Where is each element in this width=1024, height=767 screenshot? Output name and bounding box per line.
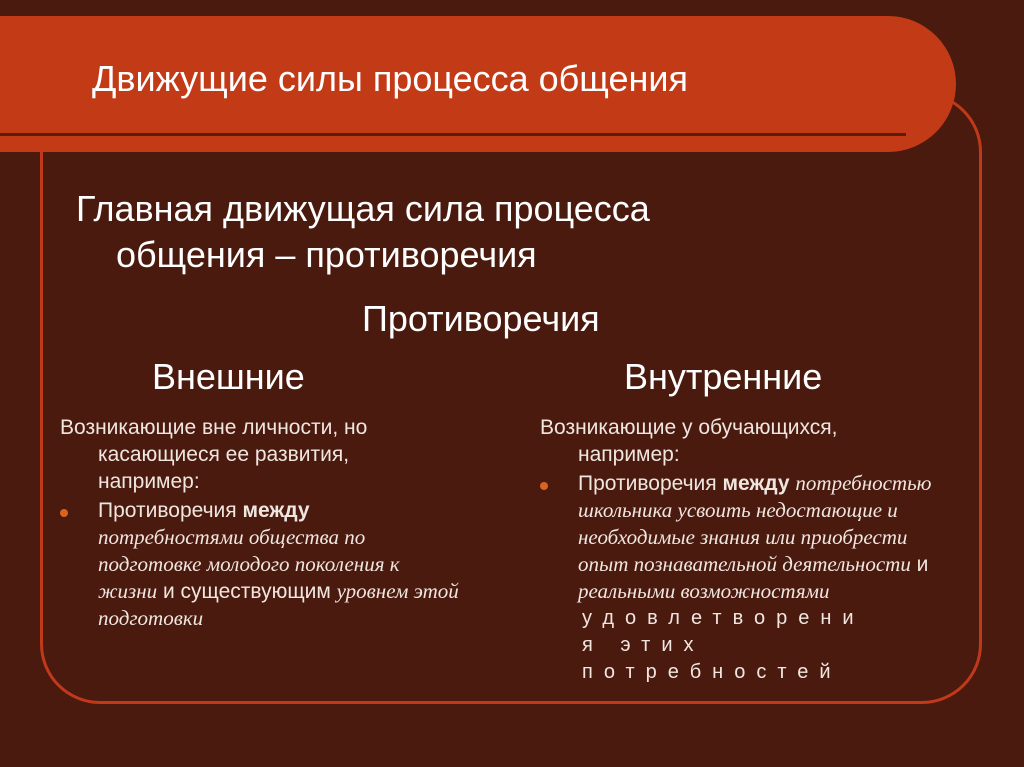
external-intro [60, 414, 460, 495]
internal-spaced-line2: я этих [582, 634, 705, 656]
external-bullet [60, 497, 460, 632]
internal-bullet [540, 470, 960, 686]
bullet-dot-icon [540, 482, 548, 490]
contradictions-heading: Противоречия [362, 298, 600, 339]
external-intro-line2: касающиеся ее развития, [98, 443, 350, 466]
external-bullet-italic2: уровнем этой подготовки [98, 579, 459, 630]
internal-bullet-lead: Противоречия [578, 472, 723, 495]
external-bullet-lead: Противоречия [98, 499, 243, 522]
internal-spaced-line1: удовлетворени [582, 607, 865, 629]
main-statement [76, 186, 836, 278]
internal-bullet-mid: и [910, 553, 929, 576]
main-statement-line1: Главная движущая сила процесса [76, 188, 650, 229]
slide-title: Движущие силы процесса общения [92, 58, 689, 99]
internal-bullet-italic2: реальными возможностями [578, 579, 830, 603]
title-underline [0, 133, 906, 136]
external-bullet-mid: и существующим [157, 580, 337, 603]
internal-intro-line2: например: [578, 443, 680, 466]
external-column [60, 414, 460, 632]
external-intro-line1: Возникающие вне личности, но [60, 416, 368, 439]
internal-bullet-italic1: потребностью школьника усвоить недостающие и необходимые знания или приобрести опыт познавательной деятельности [578, 471, 932, 576]
bullet-dot-icon [60, 509, 68, 517]
internal-intro-line1: Возникающие у обучающихся, [540, 416, 838, 439]
external-intro-line3: например: [98, 470, 200, 493]
main-statement-line2: общения – противоречия [116, 234, 537, 275]
internal-spaced-line3: потребностей [582, 661, 842, 683]
internal-bullet-bold: между [722, 472, 790, 495]
internal-heading: Внутренние [624, 356, 823, 397]
internal-column [540, 414, 960, 686]
external-bullet-bold: между [242, 499, 310, 522]
internal-intro [540, 414, 960, 468]
external-bullet-italic1: потребностями общества по подготовке молодого поколения к жизни [98, 525, 400, 603]
external-heading: Внешние [152, 356, 305, 397]
